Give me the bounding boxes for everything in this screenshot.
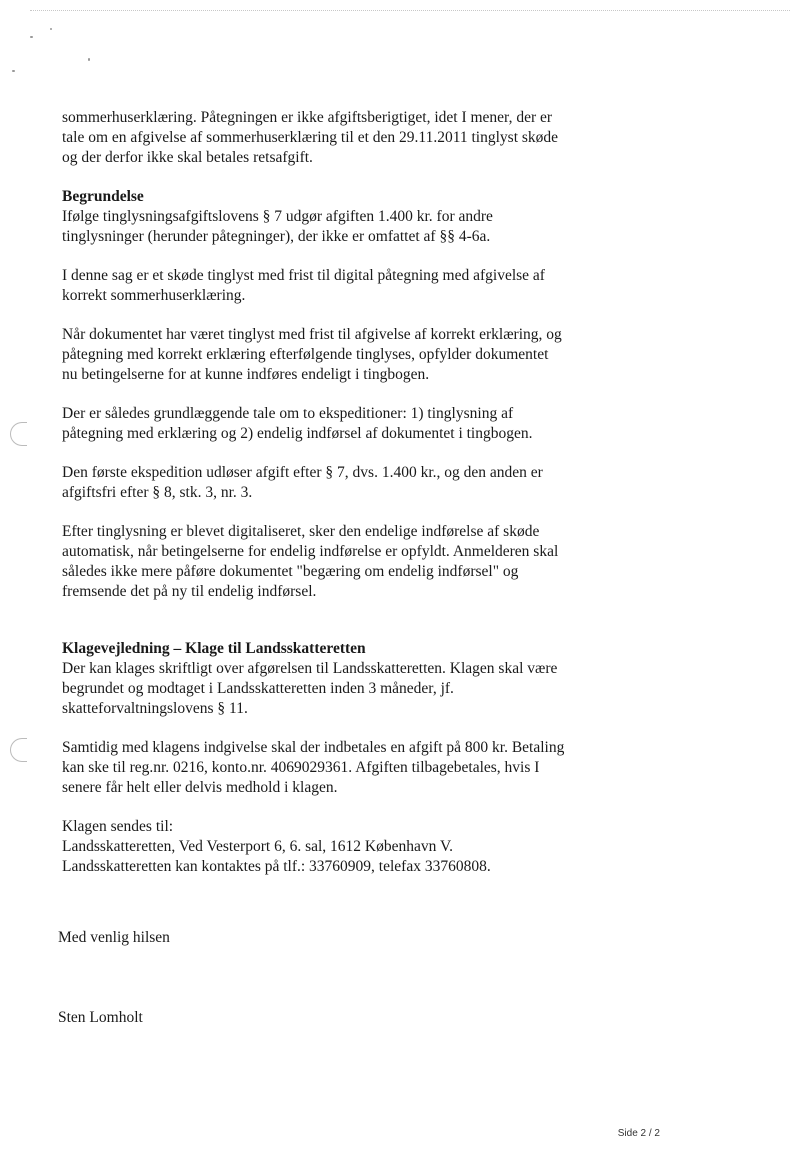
letter-body — [62, 108, 622, 896]
text-line: Der kan klages skriftligt over afgørelsen til Landsskatteretten. Klagen skal være — [62, 660, 558, 677]
scan-artifact-line — [30, 10, 790, 12]
ekspeditioner-paragraph — [62, 404, 622, 444]
text-line: begrundet og modtaget i Landsskatteretten inden 3 måneder, jf. — [62, 680, 454, 697]
scan-speck — [50, 28, 52, 30]
text-line: fremsende det på ny til endelig indførsel. — [62, 583, 317, 600]
begrundelse-section — [62, 187, 622, 247]
intro-paragraph — [62, 108, 622, 168]
text-line: automatisk, når betingelserne for endelig indførelse er opfyldt. Anmelderen skal — [62, 543, 559, 560]
digital-paragraph — [62, 522, 622, 602]
scan-speck — [88, 58, 90, 61]
punch-hole-mark — [10, 422, 27, 446]
text-line: afgiftsfri efter § 8, stk. 3, nr. 3. — [62, 484, 253, 501]
klagevejledning-section — [62, 639, 622, 719]
text-line: Der er således grundlæggende tale om to ekspeditioner: 1) tinglysning af — [62, 405, 514, 422]
text-line: Klagen sendes til: — [62, 818, 174, 835]
text-line: skatteforvaltningslovens § 11. — [62, 700, 248, 717]
sag-paragraph — [62, 266, 622, 306]
spacer — [62, 621, 622, 639]
punch-hole-mark — [10, 738, 27, 762]
section-heading: Klagevejledning – Klage til Landsskatteretten — [62, 640, 366, 657]
text-line: senere får helt eller delvis medhold i klagen. — [62, 779, 338, 796]
text-line: korrekt sommerhuserklæring. — [62, 287, 246, 304]
text-line: påtegning med erklæring og 2) endelig indførsel af dokumentet i tingbogen. — [62, 425, 533, 442]
text-line: nu betingelserne for at kunne indføres endeligt i tingbogen. — [62, 366, 430, 383]
text-line: således ikke mere påføre dokumentet "begæring om endelig indførsel" og — [62, 563, 519, 580]
betaling-paragraph — [62, 738, 622, 798]
afgift-paragraph — [62, 463, 622, 503]
text-line: og der derfor ikke skal betales retsafgift. — [62, 149, 313, 166]
text-line: Efter tinglysning er blevet digitaliseret, sker den endelige indførelse af skøde — [62, 523, 540, 540]
text-line: sommerhuserklæring. Påtegningen er ikke afgiftsberigtiget, idet I mener, der er — [62, 109, 553, 126]
text-line: Samtidig med klagens indgivelse skal der indbetales en afgift på 800 kr. Betaling — [62, 739, 565, 756]
text-line: påtegning med korrekt erklæring efterfølgende tinglyses, opfylder dokumentet — [62, 346, 549, 363]
page-number: Side 2 / 2 — [617, 1128, 660, 1139]
section-heading: Begrundelse — [62, 188, 144, 205]
text-line: tinglysninger (herunder påtegninger), der ikke er omfattet af §§ 4-6a. — [62, 228, 491, 245]
text-line: tale om en afgivelse af sommerhuserklæring til et den 29.11.2011 tinglyst skøde — [62, 129, 559, 146]
scan-speck — [30, 36, 33, 38]
sendes-paragraph — [62, 817, 622, 877]
signature-name: Sten Lomholt — [58, 1009, 143, 1026]
scan-speck — [12, 70, 15, 72]
text-line: Landsskatteretten kan kontaktes på tlf.: 33760909, telefax 33760808. — [62, 858, 491, 875]
naar-paragraph — [62, 325, 622, 385]
text-line: Den første ekspedition udløser afgift efter § 7, dvs. 1.400 kr., og den anden er — [62, 464, 543, 481]
text-line: kan ske til reg.nr. 0216, konto.nr. 4069029361. Afgiften tilbagebetales, hvis I — [62, 759, 540, 776]
text-line: Når dokumentet har været tinglyst med frist til afgivelse af korrekt erklæring, og — [62, 326, 562, 343]
text-line: Ifølge tinglysningsafgiftslovens § 7 udgør afgiften 1.400 kr. for andre — [62, 208, 493, 225]
text-line: Landsskatteretten, Ved Vesterport 6, 6. sal, 1612 København V. — [62, 838, 454, 855]
closing-greeting: Med venlig hilsen — [58, 929, 170, 946]
text-line: I denne sag er et skøde tinglyst med frist til digital påtegning med afgivelse af — [62, 267, 545, 284]
